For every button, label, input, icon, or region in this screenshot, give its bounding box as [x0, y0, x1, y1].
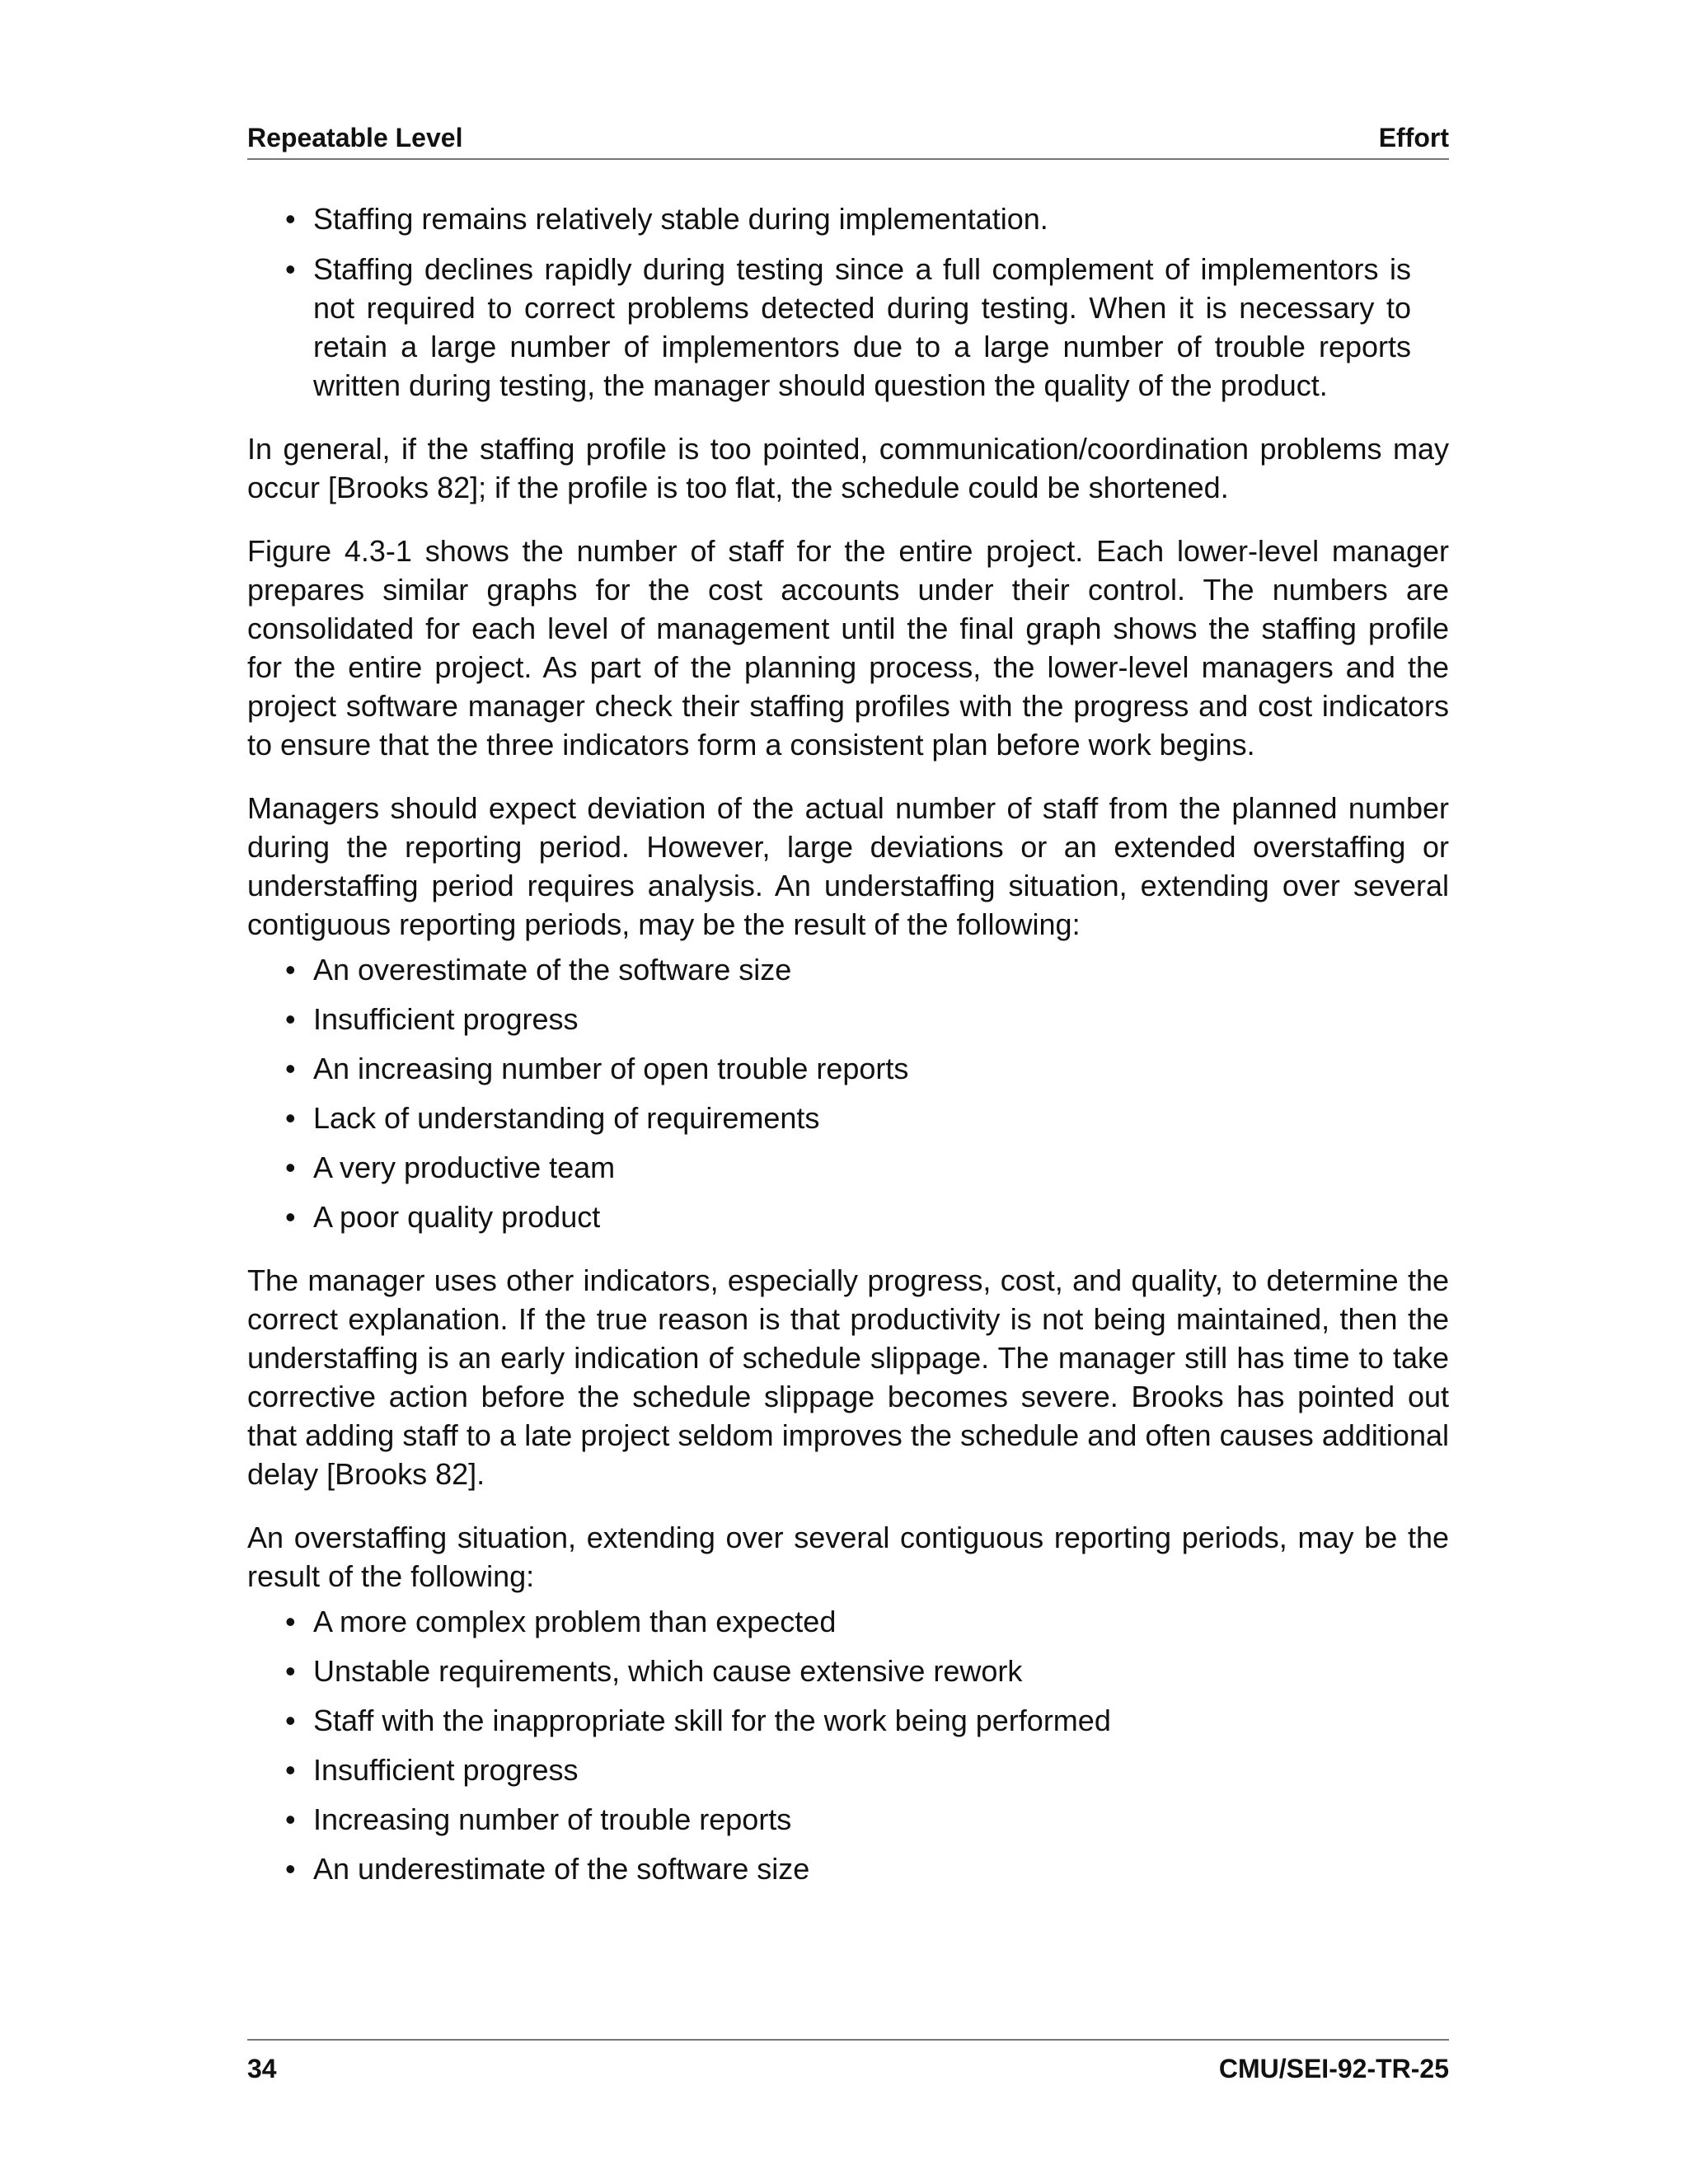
bullet-icon: •: [285, 1654, 296, 1688]
bullet-icon: •: [285, 1151, 296, 1184]
bullet-icon: •: [285, 1002, 296, 1036]
bullet-icon: •: [285, 1200, 296, 1234]
report-id: CMU/SEI-92-TR-25: [1218, 2054, 1449, 2083]
list-item: [247, 1701, 1449, 1740]
paragraph-manager-indicators: The manager uses other indicators, especially progress, cost, and quality, to determine the correct explanation. If the true reason is that productivity is not being maintained, then the understaffing is an early indication of schedule slippage. The manager still has time to take corrective action before the schedule slippage becomes severe. Brooks has pointed out that adding staff to a late project seldom improves the schedule and often causes additional delay [Brooks 82].: [247, 1263, 1449, 1491]
bullet-icon: •: [285, 1802, 296, 1836]
paragraph-figure-reference: Figure 4.3-1 shows the number of staff for the entire project. Each lower-level manager prepares similar graphs for the cost accounts under their control. The numbers are consolidated for each level of management until the final graph shows the staffing profile for the entire project. As part of the planning process, the lower-level managers and the project software manager check their staffing profiles with the progress and cost indicators to ensure that the three indicators form a consistent plan before work begins.: [247, 534, 1449, 762]
list-item: [247, 250, 1449, 405]
bullet-icon: •: [285, 1052, 296, 1085]
bullet-icon: •: [285, 252, 296, 286]
list-item-text: Lack of understanding of requirements: [313, 1101, 820, 1135]
list-item-text: An increasing number of open trouble reports: [313, 1052, 909, 1085]
list-item-text: A very productive team: [313, 1151, 616, 1184]
list-item: [247, 1099, 1449, 1137]
list-item: [247, 1652, 1449, 1690]
bullet-icon: •: [285, 1852, 296, 1886]
list-item: [247, 1800, 1449, 1839]
list-item-text: An underestimate of the software size: [313, 1852, 810, 1886]
header-topic: Effort: [1378, 123, 1449, 152]
bullet-icon: •: [285, 202, 296, 236]
list-item-text: A more complex problem than expected: [313, 1605, 837, 1638]
list-item: [247, 1049, 1449, 1088]
list-item: [247, 1750, 1449, 1789]
list-item-text: Insufficient progress: [313, 1753, 579, 1787]
list-item: [247, 950, 1449, 989]
list-item-text: Insufficient progress: [313, 1002, 579, 1036]
understaffing-causes-list: [247, 950, 1449, 1236]
list-item: [247, 1000, 1449, 1038]
list-item-text: Staff with the inappropriate skill for the work being performed: [313, 1704, 1111, 1737]
list-item: [247, 1197, 1449, 1236]
page-footer: [247, 2039, 1449, 2084]
list-item-text: Staffing remains relatively stable during implementation.: [313, 202, 1048, 236]
bullet-icon: •: [285, 1753, 296, 1787]
bullet-icon: •: [285, 1101, 296, 1135]
page-number: 34: [247, 2054, 277, 2083]
paragraph-overstaffing-intro: An overstaffing situation, extending over several contiguous reporting periods, may be the result of the following:: [247, 1521, 1449, 1593]
list-item-text: Unstable requirements, which cause extensive rework: [313, 1654, 1023, 1688]
list-item: [247, 1148, 1449, 1187]
paragraph-staffing-profile: In general, if the staffing profile is too pointed, communication/coordination problems may occur [Brooks 82]; if the profile is too flat, the schedule could be shortened.: [247, 432, 1449, 504]
list-item: [247, 1602, 1449, 1641]
header-section-title: Repeatable Level: [247, 123, 463, 152]
list-item-text: Staffing declines rapidly during testing since a full complement of implementors is not required to correct problems detected during testing. When it is necessary to retain a large number of implementors due to a large number of trouble reports written during testing, the manager should question the quality of the product.: [313, 252, 1411, 402]
bullet-icon: •: [285, 953, 296, 987]
bullet-icon: •: [285, 1605, 296, 1638]
paragraph-understaffing-intro: Managers should expect deviation of the actual number of staff from the planned number during the reporting period. However, large deviations or an extended overstaffing or understaffing period requires analysis. An understaffing situation, extending over several contiguous reporting periods, may be the result of the following:: [247, 791, 1449, 941]
list-item: [247, 1849, 1449, 1888]
page-header: [247, 122, 1449, 160]
page-body: [247, 199, 1449, 1913]
overstaffing-causes-list: [247, 1602, 1449, 1888]
bullet-icon: •: [285, 1704, 296, 1737]
intro-bullet-list: [247, 199, 1449, 405]
list-item-text: An overestimate of the software size: [313, 953, 792, 987]
list-item-text: Increasing number of trouble reports: [313, 1802, 792, 1836]
list-item: [247, 199, 1449, 238]
list-item-text: A poor quality product: [313, 1200, 601, 1234]
